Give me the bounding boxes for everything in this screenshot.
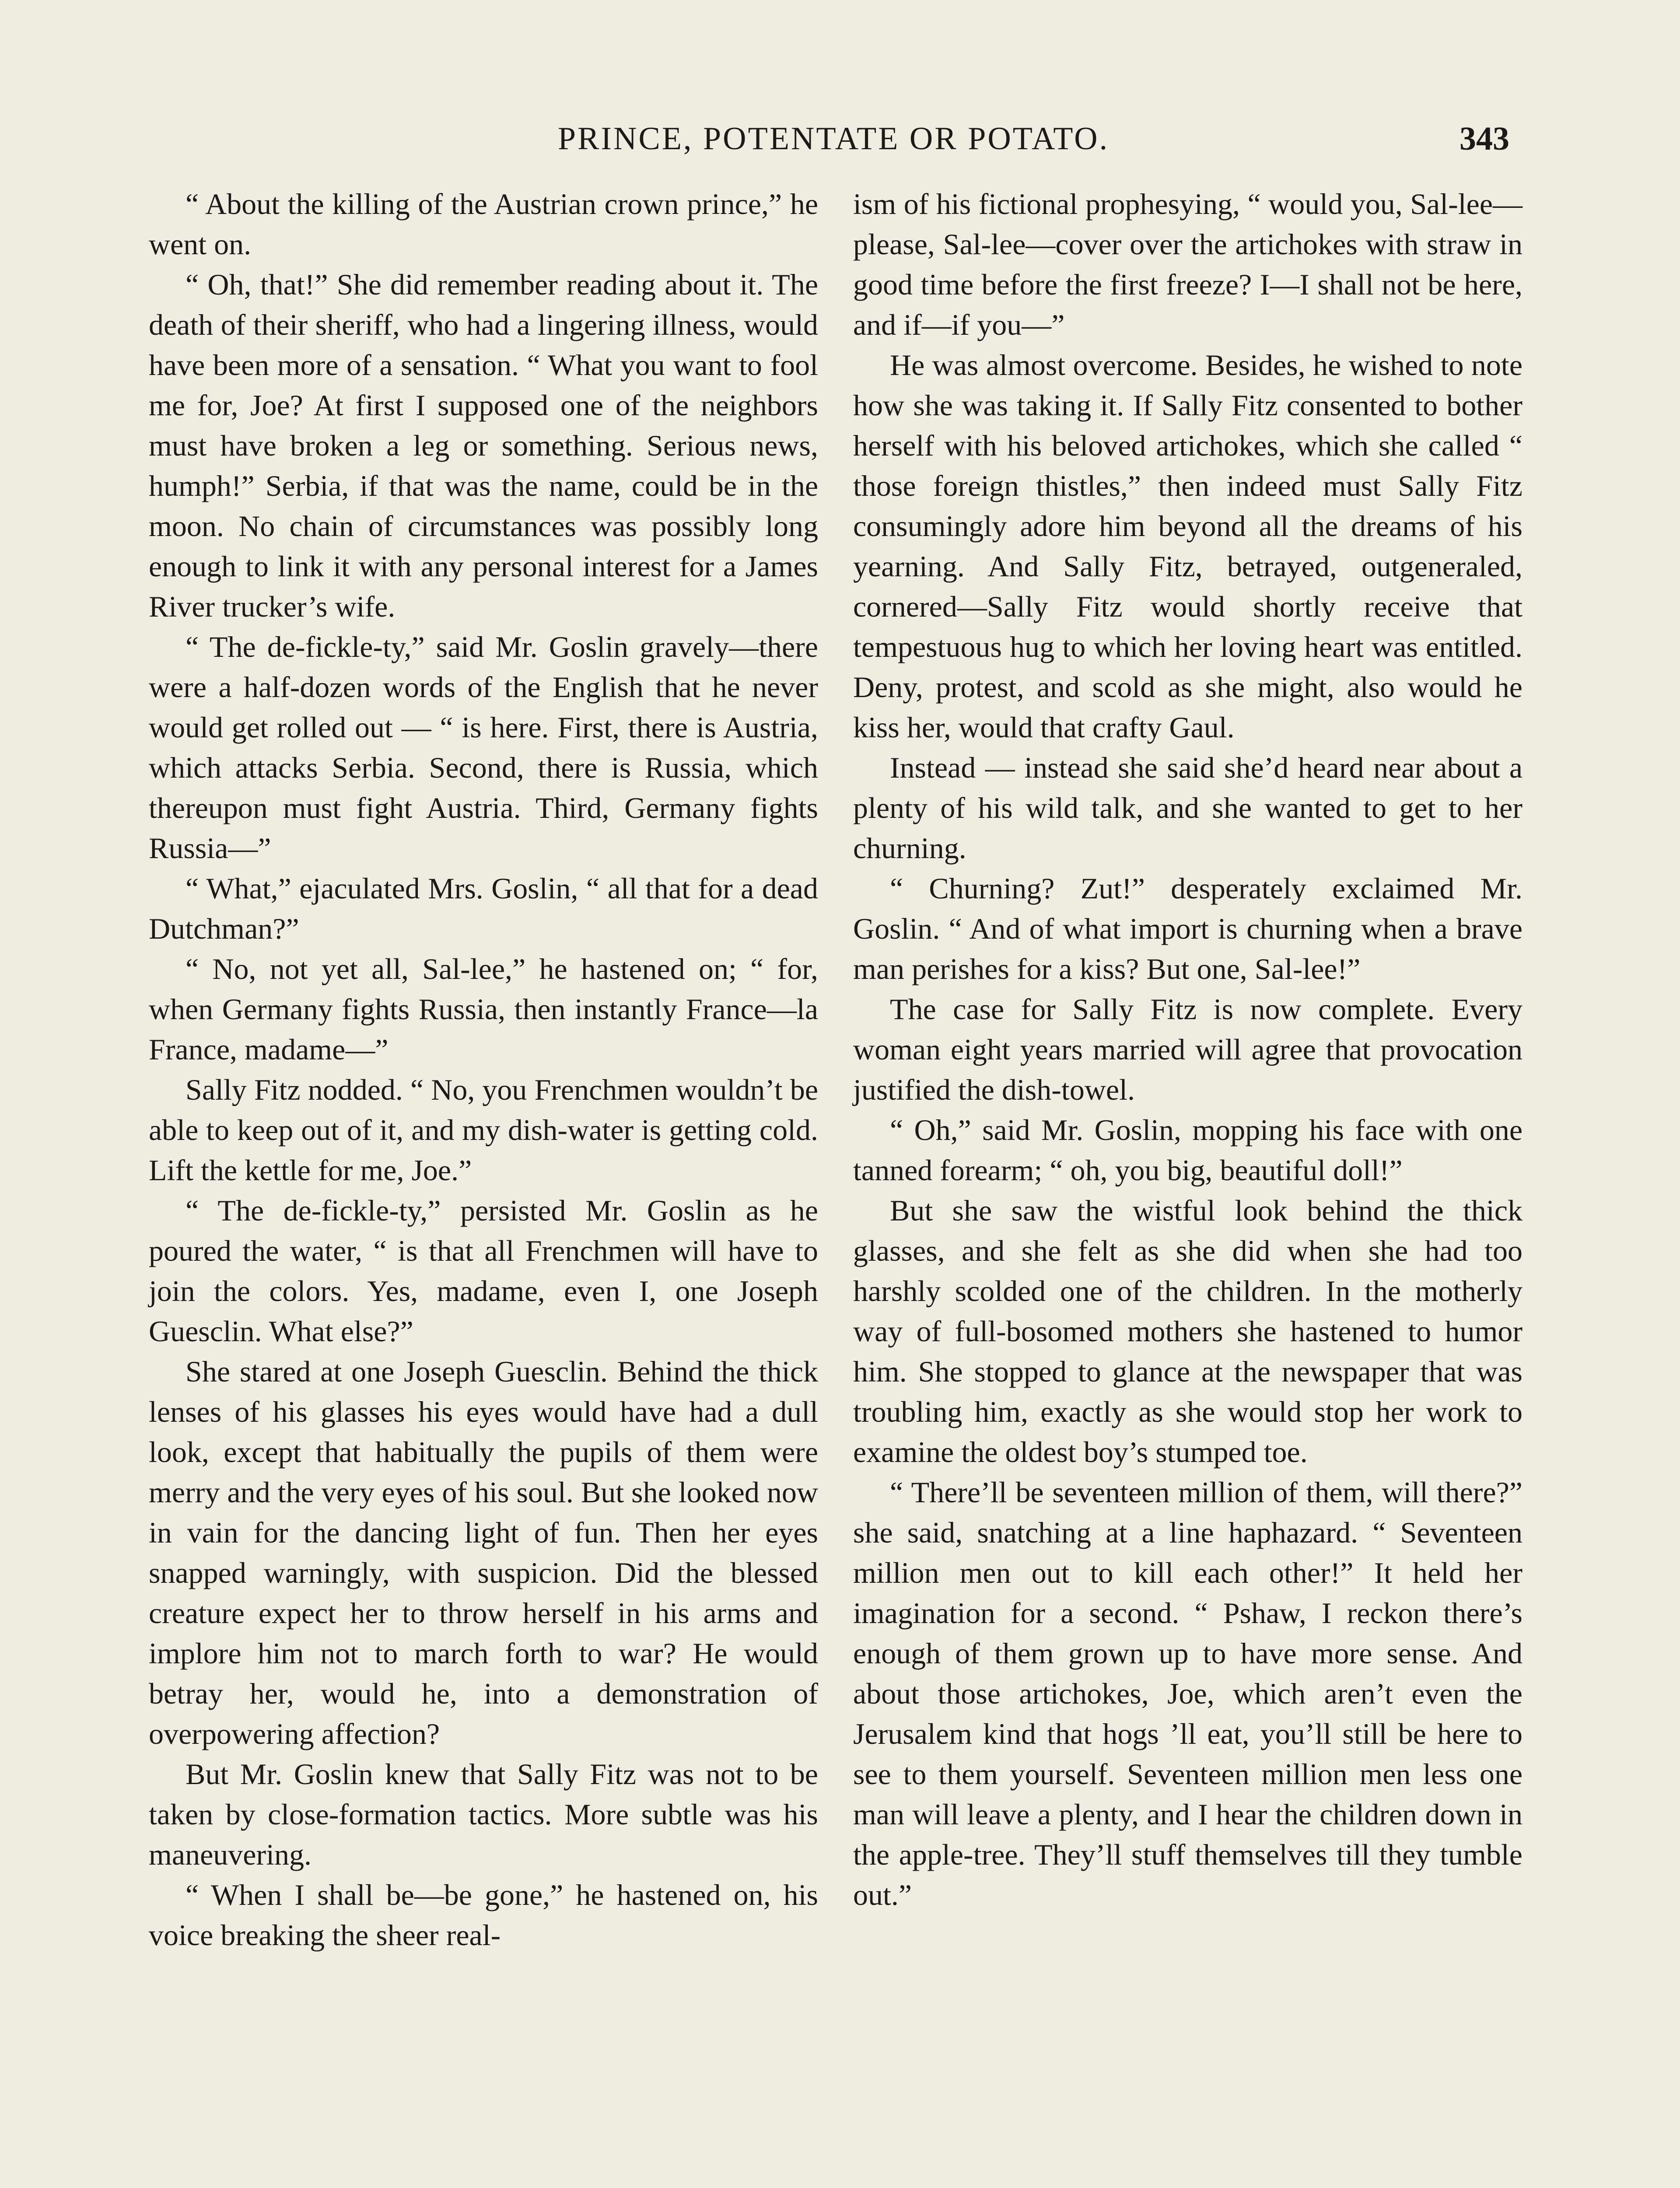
paragraph: The case for Sally Fitz is now complete. Every woman eight years married will agree that provocation justified the dish-towel. <box>853 992 1522 1106</box>
page-header <box>149 115 1518 163</box>
paragraph-continued: ism of his fictional prophesying, “ would you, Sal-lee—please, Sal-lee—cover over the artichokes with straw in good time before the first freeze? I—I shall not be here, and if—if you—” <box>853 187 1522 341</box>
paragraph: He was almost overcome. Besides, he wished to note how she was taking it. If Sally Fitz consented to bother herself with his beloved artichokes, which she called “ those foreign thistles,” then indeed must Sally Fitz consumingly adore him beyond all the dreams of his yearning. And Sally Fitz, betrayed, outgeneraled, cornered—Sally Fitz would shortly receive that tempestuous hug to which her loving heart was entitled. Deny, protest, and scold as she might, also would he kiss her, would that crafty Gaul. <box>853 348 1522 744</box>
right-column <box>853 184 1522 1915</box>
paragraph: “ The de-fickle-ty,” said Mr. Goslin gravely—there were a half-dozen words of the English that he never would get rolled out — “ is here. First, there is Austria, which attacks Serbia. Second, there is Russia, which thereupon must fight Austria. Third, Germany fights Russia—” <box>149 630 818 865</box>
paragraph: “ Churning? Zut!” desperately exclaimed Mr. Goslin. “ And of what import is churning when a brave man perishes for a kiss? But one, Sal-lee!” <box>853 872 1522 985</box>
paragraph: She stared at one Joseph Guesclin. Behind the thick lenses of his glasses his eyes would have had a dull look, except that habitually the pupils of them were merry and the very eyes of his soul. But she looked now in vain for the dancing light of fun. Then her eyes snapped warningly, with suspicion. Did the blessed creature expect her to throw herself in his arms and implore him not to march forth to war? He would betray her, would he, into a demonstration of overpowering affection? <box>149 1355 818 1750</box>
paragraph: Sally Fitz nodded. “ No, you Frenchmen wouldn’t be able to keep out of it, and my dish-water is getting cold. Lift the kettle for me, Joe.” <box>149 1073 818 1187</box>
paragraph: But she saw the wistful look behind the thick glasses, and she felt as she did when she had too harshly scolded one of the children. In the motherly way of full-bosomed mothers she hastened to humor him. She stopped to glance at the newspaper that was troubling him, exactly as she would stop her work to examine the oldest boy’s stumped toe. <box>853 1194 1522 1469</box>
paragraph: “ Oh,” said Mr. Goslin, mopping his face with one tanned forearm; “ oh, you big, beautiful doll!” <box>853 1113 1522 1187</box>
paragraph: “ The de-fickle-ty,” persisted Mr. Goslin as he poured the water, “ is that all Frenchmen will have to join the colors. Yes, madame, even I, one Joseph Guesclin. What else?” <box>149 1194 818 1348</box>
paragraph: “ Oh, that!” She did remember reading about it. The death of their sheriff, who had a lingering illness, would have been more of a sensation. “ What you want to fool me for, Joe? At first I supposed one of the neighbors must have broken a leg or something. Serious news, humph!” Serbia, if that was the name, could be in the moon. No chain of circumstances was possibly long enough to link it with any personal interest for a James River trucker’s wife. <box>149 268 818 623</box>
paragraph: But Mr. Goslin knew that Sally Fitz was not to be taken by close-formation tactics. More subtle was his maneuvering. <box>149 1757 818 1871</box>
running-head: PRINCE, POTENTATE OR POTATO. <box>557 121 1110 157</box>
page-number: 343 <box>1460 120 1509 157</box>
paragraph: “ What,” ejaculated Mrs. Goslin, “ all that for a dead Dutchman?” <box>149 872 818 945</box>
paragraph: Instead — instead she said she’d heard near about a plenty of his wild talk, and she wanted to get to her churning. <box>853 751 1522 865</box>
left-column <box>149 184 818 1955</box>
paragraph: “ No, not yet all, Sal-lee,” he hastened on; “ for, when Germany fights Russia, then instantly France—la France, madame—” <box>149 952 818 1066</box>
paragraph: “ When I shall be—be gone,” he hastened on, his voice breaking the sheer real- <box>149 1878 818 1952</box>
paragraph: “ About the killing of the Austrian crown prince,” he went on. <box>149 187 818 261</box>
paragraph: “ There’ll be seventeen million of them, will there?” she said, snatching at a line haphazard. “ Seventeen million men out to kill each other!” It held her imagination for a second. “ Pshaw, I reckon there’s enough of them grown up to have more sense. And about those artichokes, Joe, which aren’t even the Jerusalem kind that hogs ’ll eat, you’ll still be here to see to them yourself. Seventeen million men less one man will leave a plenty, and I hear the children down in the apple-tree. They’ll stuff themselves till they tumble out.” <box>853 1476 1522 1911</box>
